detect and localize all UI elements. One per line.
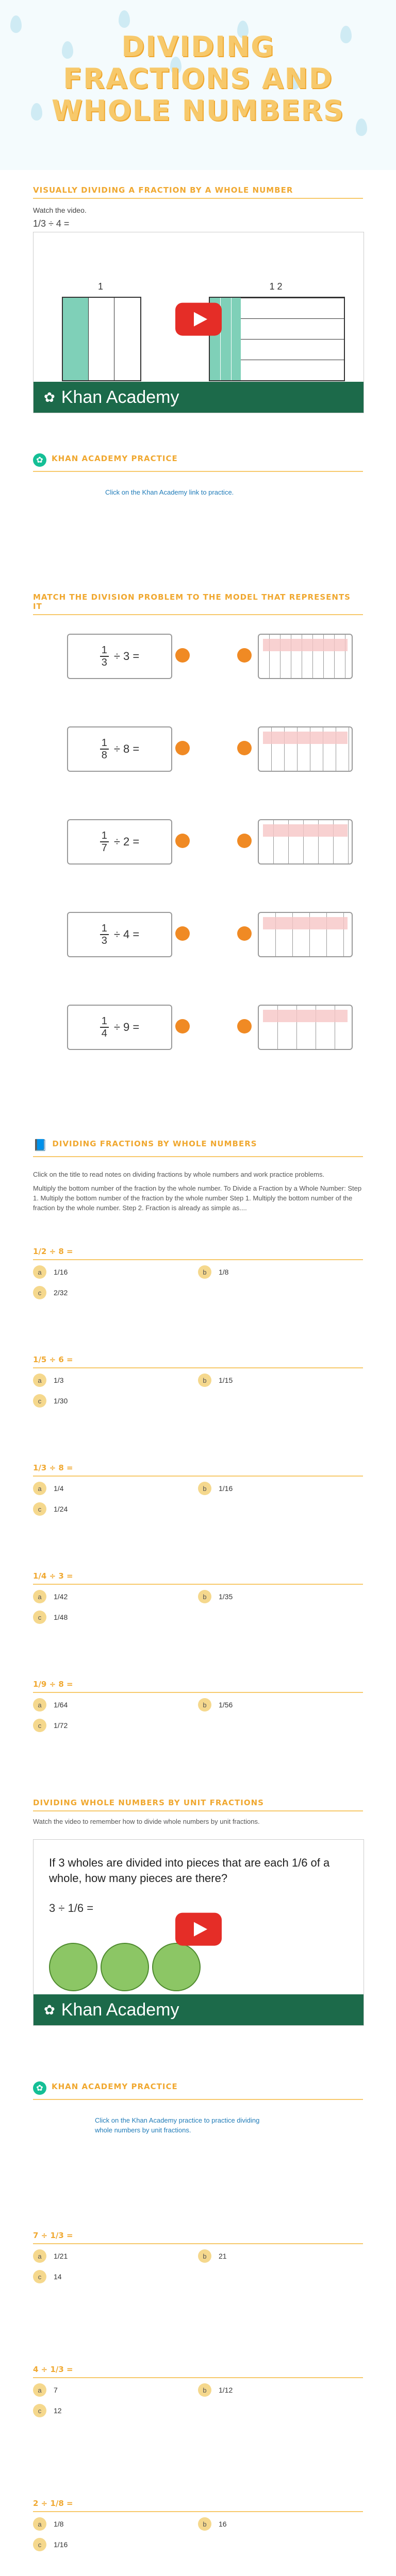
option-letter: c bbox=[33, 1611, 46, 1624]
section-visual-dividing bbox=[33, 185, 363, 229]
division-expression: ÷ 3 = bbox=[113, 650, 140, 663]
option-text: 1/42 bbox=[54, 1592, 68, 1601]
option-text: 1/8 bbox=[219, 1268, 229, 1276]
option-text: 1/35 bbox=[219, 1592, 233, 1601]
answer-option-a[interactable] bbox=[33, 2517, 198, 2531]
book-icon: 📘 bbox=[33, 1139, 47, 1151]
answer-option-c[interactable] bbox=[33, 1502, 198, 1516]
option-letter: c bbox=[33, 2538, 46, 2551]
answer-option-c[interactable] bbox=[33, 2270, 198, 2283]
option-text: 1/72 bbox=[54, 1721, 68, 1730]
answer-option-a[interactable] bbox=[33, 1374, 198, 1387]
option-letter: b bbox=[198, 1698, 211, 1711]
answer-option-b[interactable] bbox=[198, 1590, 363, 1603]
raindrop-decoration bbox=[10, 15, 22, 33]
answer-option-b[interactable] bbox=[198, 1698, 363, 1711]
option-text: 14 bbox=[54, 2273, 62, 2281]
option-letter: a bbox=[33, 2383, 46, 2397]
raindrop-decoration bbox=[119, 10, 130, 28]
quiz-question bbox=[33, 2365, 363, 2417]
fraction: $\frac{1}{4}$ bbox=[100, 1015, 109, 1039]
answer-option-c[interactable] bbox=[33, 1611, 198, 1624]
answer-option-c[interactable] bbox=[33, 2538, 198, 2551]
option-text: 1/48 bbox=[54, 1613, 68, 1621]
option-text: 1/4 bbox=[54, 1484, 64, 1493]
pie-whole bbox=[49, 1943, 97, 1991]
quiz-question bbox=[33, 1247, 363, 1299]
option-letter: c bbox=[33, 1394, 46, 1408]
instructions: Watch the video. bbox=[33, 206, 87, 214]
fraction: $\frac{1}{3}$ bbox=[100, 923, 109, 946]
option-text: 1/30 bbox=[54, 1397, 68, 1405]
option-letter: b bbox=[198, 1482, 211, 1495]
option-letter: c bbox=[33, 1719, 46, 1732]
option-letter: b bbox=[198, 2383, 211, 2397]
match-connector-dot[interactable] bbox=[237, 834, 252, 848]
area-model-image bbox=[258, 726, 353, 772]
pie-whole bbox=[101, 1943, 149, 1991]
division-expression: ÷ 2 = bbox=[113, 835, 140, 848]
option-text: 1/3 bbox=[54, 1376, 64, 1384]
quiz-question bbox=[33, 2499, 363, 2551]
match-problem-card[interactable] bbox=[67, 634, 172, 679]
quiz-question bbox=[33, 2231, 363, 2283]
option-letter: a bbox=[33, 1374, 46, 1387]
video-player[interactable] bbox=[33, 1839, 364, 2026]
option-letter: c bbox=[33, 2404, 46, 2417]
option-letter: c bbox=[33, 1502, 46, 1516]
section-dividing-notes bbox=[33, 1139, 363, 1213]
question-heading: 1/4 ÷ 3 = bbox=[33, 1571, 363, 1585]
option-text: 1/21 bbox=[54, 2252, 68, 2260]
equation: 1/3 ÷ 4 = bbox=[33, 218, 70, 229]
section-ka-practice-2 bbox=[33, 2081, 363, 2135]
division-expression: ÷ 8 = bbox=[113, 742, 140, 755]
notes-text: Multiply the bottom number of the fraction by the whole number. To Divide a Fraction by a Whole Number: Step 1. Multiply the bottom number of the fraction by the whole number Step 1. Multiply the bottom number of the fraction by the whole number. Step 2. Fraction is already as simple as.... bbox=[33, 1184, 362, 1212]
answer-option-c[interactable] bbox=[33, 1286, 198, 1299]
video-question: If 3 wholes are divided into pieces that are each 1/6 of a whole, how many pieces are there? bbox=[49, 1856, 330, 1885]
area-model-image bbox=[258, 912, 353, 957]
match-problem-card[interactable] bbox=[67, 726, 172, 772]
option-letter: b bbox=[198, 2249, 211, 2263]
match-connector-dot[interactable] bbox=[175, 1019, 190, 1033]
match-connector-dot[interactable] bbox=[175, 648, 190, 663]
page-title bbox=[0, 31, 396, 127]
question-heading: 2 ÷ 1/8 = bbox=[33, 2499, 363, 2512]
option-text: 16 bbox=[219, 2520, 227, 2528]
match-problem-card[interactable] bbox=[67, 1005, 172, 1050]
option-letter: a bbox=[33, 1590, 46, 1603]
answer-option-c[interactable] bbox=[33, 1719, 198, 1732]
quiz-question bbox=[33, 1355, 363, 1408]
question-heading: 1/5 ÷ 6 = bbox=[33, 1355, 363, 1368]
fraction: $\frac{1}{7}$ bbox=[100, 830, 109, 854]
title-line: FRACTIONS AND bbox=[63, 62, 333, 95]
area-model-image bbox=[258, 634, 353, 679]
area-model-image bbox=[258, 1005, 353, 1050]
answer-option-c[interactable] bbox=[33, 2404, 198, 2417]
answer-option-a[interactable] bbox=[33, 1590, 198, 1603]
section-heading: DIVIDING WHOLE NUMBERS BY UNIT FRACTIONS bbox=[33, 1798, 363, 1811]
title-line: DIVIDING bbox=[121, 30, 275, 63]
answer-option-a[interactable] bbox=[33, 1482, 198, 1495]
answer-option-c[interactable] bbox=[33, 1394, 198, 1408]
option-text: 1/24 bbox=[54, 1505, 68, 1513]
option-letter: a bbox=[33, 1698, 46, 1711]
option-letter: a bbox=[33, 2249, 46, 2263]
option-text: 1/8 bbox=[54, 2520, 64, 2528]
section-whole-by-unit bbox=[33, 1798, 363, 1826]
option-text: 1/56 bbox=[219, 1701, 233, 1709]
fraction-model bbox=[62, 297, 141, 381]
answer-option-b[interactable] bbox=[198, 1374, 363, 1387]
khan-academy-icon: ✿ bbox=[33, 453, 46, 467]
ka-practice-link[interactable]: Click on the Khan Academy link to practice. bbox=[105, 488, 234, 496]
section-heading: KHAN ACADEMY PRACTICE bbox=[52, 2082, 178, 2091]
option-text: 21 bbox=[219, 2252, 227, 2260]
brand-name: Khan Academy bbox=[61, 387, 179, 407]
section-heading: KHAN ACADEMY PRACTICE bbox=[52, 454, 178, 463]
option-text: 1/16 bbox=[54, 1268, 68, 1276]
option-text: 1/12 bbox=[219, 2386, 233, 2394]
section-heading[interactable]: DIVIDING FRACTIONS BY WHOLE NUMBERS bbox=[52, 1139, 257, 1148]
answer-option-b[interactable] bbox=[198, 2517, 363, 2531]
khan-academy-icon: ✿ bbox=[33, 2081, 46, 2095]
question-heading: 4 ÷ 1/3 = bbox=[33, 2365, 363, 2378]
quiz-question bbox=[33, 1680, 363, 1732]
answer-option-b[interactable] bbox=[198, 1265, 363, 1279]
video-brand-bar bbox=[34, 1994, 364, 2025]
equation: 3 ÷ 1/6 = bbox=[49, 1902, 94, 1914]
option-text: 2/32 bbox=[54, 1289, 68, 1297]
pie-whole bbox=[152, 1943, 201, 1991]
model-label: 1 bbox=[97, 281, 103, 292]
option-letter: c bbox=[33, 2270, 46, 2283]
match-connector-dot[interactable] bbox=[237, 648, 252, 663]
section-match bbox=[33, 592, 363, 615]
question-heading: 1/9 ÷ 8 = bbox=[33, 1680, 363, 1693]
answer-option-b[interactable] bbox=[198, 2383, 363, 2397]
option-letter: b bbox=[198, 1590, 211, 1603]
video-player[interactable] bbox=[33, 232, 364, 413]
title-line: WHOLE NUMBERS bbox=[51, 94, 345, 127]
match-connector-dot[interactable] bbox=[175, 741, 190, 755]
answer-option-a[interactable] bbox=[33, 2249, 198, 2263]
section-heading: VISUALLY DIVIDING A FRACTION BY A WHOLE NUMBER bbox=[33, 185, 363, 199]
answer-option-a[interactable] bbox=[33, 1265, 198, 1279]
match-problem-card[interactable] bbox=[67, 819, 172, 865]
video-brand-bar bbox=[34, 382, 364, 413]
ka-practice-link[interactable]: Click on the Khan Academy practice to practice dividing whole numbers by unit fractions. bbox=[95, 2116, 260, 2134]
section-heading: MATCH THE DIVISION PROBLEM TO THE MODEL THAT REPRESENTS IT bbox=[33, 592, 363, 615]
question-heading: 1/2 ÷ 8 = bbox=[33, 1247, 363, 1260]
play-button[interactable] bbox=[175, 1913, 222, 1946]
play-button[interactable] bbox=[175, 303, 222, 336]
fraction: $\frac{1}{3}$ bbox=[100, 645, 109, 668]
match-connector-dot[interactable] bbox=[175, 926, 190, 941]
notes-intro: Click on the title to read notes on dividing fractions by whole numbers and work practice problems. bbox=[33, 1171, 325, 1178]
instructions: Watch the video to remember how to divide whole numbers by unit fractions. bbox=[33, 1818, 260, 1825]
section-ka-practice-1 bbox=[33, 453, 363, 497]
option-letter: a bbox=[33, 1482, 46, 1495]
fraction: $\frac{1}{8}$ bbox=[100, 737, 109, 761]
khan-academy-logo-icon: ✿ bbox=[44, 389, 55, 405]
khan-academy-logo-icon: ✿ bbox=[44, 2002, 55, 2018]
option-letter: a bbox=[33, 1265, 46, 1279]
option-text: 12 bbox=[54, 2406, 62, 2415]
answer-option-b[interactable] bbox=[198, 2249, 363, 2263]
option-text: 1/15 bbox=[219, 1376, 233, 1384]
quiz-question bbox=[33, 1571, 363, 1624]
division-expression: ÷ 4 = bbox=[113, 928, 140, 941]
question-heading: 1/3 ÷ 8 = bbox=[33, 1463, 363, 1477]
option-letter: b bbox=[198, 2517, 211, 2531]
answer-option-b[interactable] bbox=[198, 1482, 363, 1495]
division-expression: ÷ 9 = bbox=[113, 1021, 140, 1033]
option-letter: a bbox=[33, 2517, 46, 2531]
option-text: 1/16 bbox=[219, 1484, 233, 1493]
quiz-question bbox=[33, 1463, 363, 1516]
option-text: 1/64 bbox=[54, 1701, 68, 1709]
fraction-model-grid bbox=[209, 297, 345, 381]
match-connector-dot[interactable] bbox=[237, 1019, 252, 1033]
match-connector-dot[interactable] bbox=[175, 834, 190, 848]
option-letter: c bbox=[33, 1286, 46, 1299]
match-connector-dot[interactable] bbox=[237, 741, 252, 755]
area-model-image bbox=[258, 819, 353, 865]
option-text: 1/16 bbox=[54, 2540, 68, 2549]
answer-option-a[interactable] bbox=[33, 2383, 198, 2397]
option-letter: b bbox=[198, 1374, 211, 1387]
match-problem-card[interactable] bbox=[67, 912, 172, 957]
option-letter: b bbox=[198, 1265, 211, 1279]
match-connector-dot[interactable] bbox=[237, 926, 252, 941]
answer-option-a[interactable] bbox=[33, 1698, 198, 1711]
question-heading: 7 ÷ 1/3 = bbox=[33, 2231, 363, 2244]
brand-name: Khan Academy bbox=[61, 1999, 179, 2020]
option-text: 7 bbox=[54, 2386, 58, 2394]
model-label: 1 2 bbox=[269, 281, 283, 292]
